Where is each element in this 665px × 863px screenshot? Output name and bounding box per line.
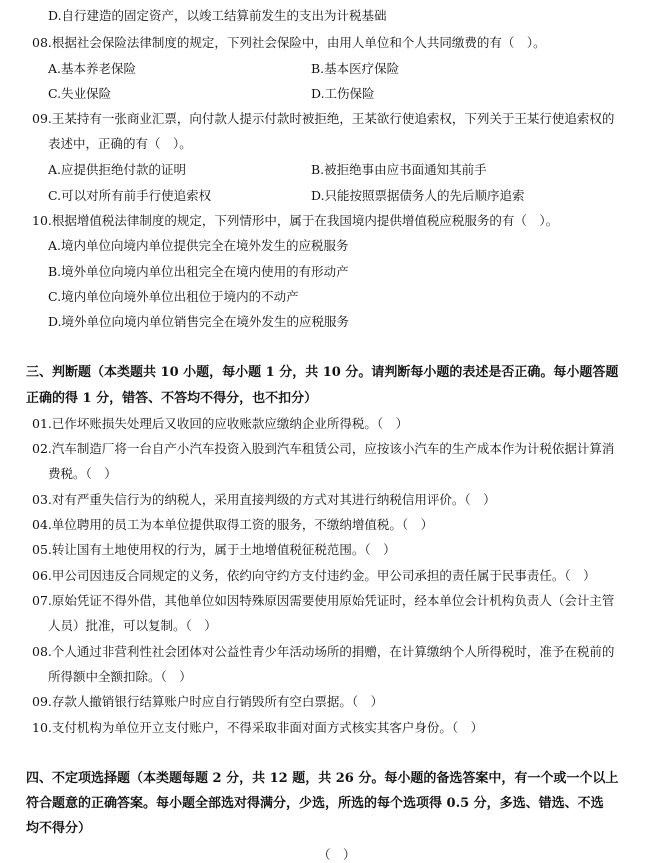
judge-item-01: 01.已作坏账损失处理后又收回的应收账款应缴纳企业所得税。（ ）: [32, 416, 409, 431]
judge-item-04: 04.单位聘用的员工为本单位提供取得工资的服务，不缴纳增值税。（ ）: [32, 517, 434, 532]
judge-item-07: 07.原始凭证不得外借，其他单位如因特殊原因需要使用原始凭证时，经本单位会计机构负责人（会计主管: [32, 593, 615, 608]
judge-item-02: 02.汽车制造厂将一台自产小汽车投资入股到汽车租赁公司，应按该小汽车的生产成本作为计税依据计算消: [32, 441, 615, 456]
section4-heading-line-2: 符合题意的正确答案。每小题全部选对得满分，少选，所选的每个选项得 0.5 分，多选、错选、不选: [26, 796, 604, 811]
judge-item-05: 05.转让国有土地使用权的行为，属于土地增值税征税范围。（ ）: [32, 542, 396, 557]
judge-item-06: 06.甲公司因违反合同规定的义务，依约向守约方支付违约金。甲公司承担的责任属于民事责任。（ ）: [32, 568, 596, 583]
judge-item-07-cont: 人员）批准，可以复制。（ ）: [48, 618, 217, 633]
section4-heading-line-3: 均不得分）: [26, 821, 92, 836]
judge-item-03: 03.对有严重失信行为的纳税人，采用直接判级的方式对其进行纳税信用评价。（ ）: [32, 492, 496, 507]
section3-heading-line-2: 正确的得 1 分，错答、不答均不得分，也不扣分）: [26, 391, 318, 406]
section3-heading-line-1: 三、判断题（本类题共 10 小题，每小题 1 分，共 10 分。请判断每小题的表述是否正确。每小题答题: [26, 365, 619, 380]
q08-stem: 08.根据社会保险法律制度的规定，下列社会保险中，由用人单位和个人共同缴费的有（ ）。: [32, 35, 546, 50]
q07-option-d: D.自行建造的固定资产，以竣工结算前发生的支出为计税基础: [48, 8, 387, 23]
judge-item-09: 09.存款人撤销银行结算账户时应自行销毁所有空白票据。（ ）: [32, 694, 384, 709]
judge-item-08-cont: 所得额中全额扣除。（ ）: [48, 669, 192, 684]
q08-option-c: C.失业保险: [48, 86, 112, 101]
q10-option-d: D.境外单位向境内单位销售完全在境外发生的应税服务: [48, 314, 350, 329]
judge-item-02-cont: 费税。（ ）: [48, 466, 117, 481]
cut-off-text: （ ）: [318, 847, 356, 862]
judge-item-10: 10.支付机构为单位开立支付账户，不得采取非面对面方式核实其客户身份。（ ）: [32, 720, 484, 735]
section4-heading-line-1: 四、不定项选择题（本类题每题 2 分，共 12 题，共 26 分。每小题的备选答案中，有一个或一个以上: [26, 771, 619, 786]
q10-option-a: A.境内单位向境内单位提供完全在境外发生的应税服务: [48, 238, 349, 253]
q09-option-d: D.只能按照票据债务人的先后顺序追索: [311, 188, 525, 203]
q08-option-d: D.工伤保险: [311, 86, 375, 101]
q09-option-a: A.应提供拒绝付款的证明: [48, 162, 187, 177]
q09-stem-line-1: 09.王某持有一张商业汇票，向付款人提示付款时被拒绝，王某欲行使追索权，下列关于王某行使追索权的: [32, 111, 615, 126]
q09-option-c: C.可以对所有前手行使追索权: [48, 188, 212, 203]
q09-option-b: B.被拒绝事由应书面通知其前手: [311, 162, 487, 177]
q10-stem: 10.根据增值税法律制度的规定，下列情形中，属于在我国境内提供增值税应税服务的有（ ）。: [32, 213, 559, 228]
judge-item-08: 08.个人通过非营利性社会团体对公益性青少年活动场所的捐赠，在计算缴纳个人所得税时，准予在税前的: [32, 644, 615, 659]
q10-option-b: B.境外单位向境内单位出租完全在境内使用的有形动产: [48, 264, 349, 279]
q08-option-b: B.基本医疗保险: [311, 61, 400, 76]
q09-stem-line-2: 表述中，正确的有（ ）。: [48, 136, 192, 151]
q08-option-a: A.基本养老保险: [48, 61, 137, 76]
q10-option-c: C.境内单位向境外单位出租位于境内的不动产: [48, 289, 299, 304]
